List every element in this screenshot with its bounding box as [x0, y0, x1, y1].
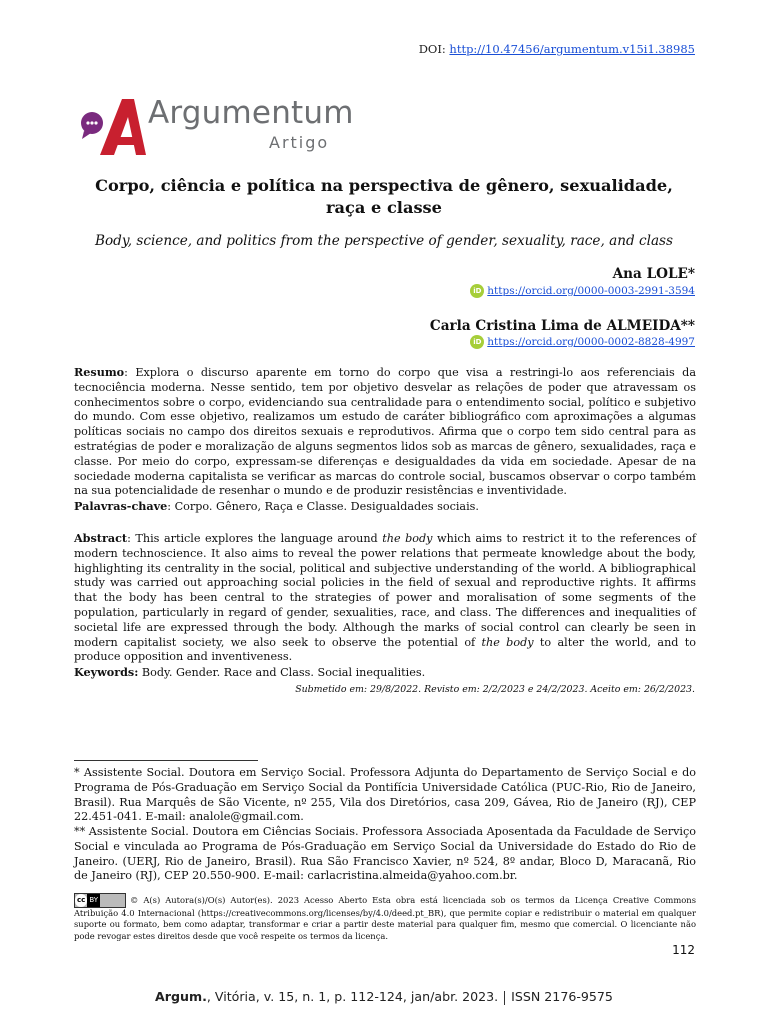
resumo-text: : Explora o discurso aparente em torno do corpo que visa a restringi-lo aos referenciais da tecnociência moderna. Nesse sentido, tem por objetivo desvelar as relações de poder que atravessam os conhecimentos sobre o corpo, evidenciando sua centralidade para o entendimento social, político e subjetivo do mundo. Com esse objetivo, realizamos um estudo de caráter bibliográfico com aproximações a algumas políticas sociais no campo dos direitos sexuais e reprodutivos. Afirma que o corpo tem sido central para as estratégias de poder e moralização de alguns segmentos lidos sob as marcas de gênero, sexualidades, raça e classe. Por meio do corpo, expressam-se diferenças e desigualdades da vida em sociedade. Apesar de na sociedade moderna capitalista se verificar as marcas do controle social, buscamos observar o corpo também na sua potencialidade de resenhar o mundo e de produzir resistências e inventividade. [74, 366, 696, 498]
abstract-block [74, 531, 696, 681]
resumo-block [74, 365, 696, 515]
footnote-1: * Assistente Social. Doutora em Serviço Social. Professora Adjunta do Departamento de Serviço Social e do Programa de Pós-Graduação em Serviço Social da Pontifícia Universidade Católica (PUC-Rio, Rio de Janeiro, Brasil). Rua Marquês de São Vicente, nº 255, Vila dos Diretórios, casa 209, Gávea, Rio de Janeiro (RJ), CEP 22.451-041. E-mail: analole@gmail.com. [74, 766, 696, 824]
journal-logo [78, 93, 378, 163]
argumentum-logo-mark-icon [78, 93, 148, 159]
article-title: Corpo, ciência e política na perspectiva de gênero, sexualidade, raça e classe [95, 176, 673, 217]
orcid-icon: iD [470, 284, 484, 298]
article-subtitle: Body, science, and politics from the perspective of gender, sexuality, race, and class [94, 233, 673, 249]
palavras-chave-label: Palavras-chave [74, 499, 168, 514]
issn: ISSN 2176-9575 [511, 989, 613, 1004]
orcid-link-1[interactable]: https://orcid.org/0000-0003-2991-3594 [487, 285, 695, 297]
abstract-text-1: : This article explores the language around [127, 532, 383, 545]
logo-wordmark: Argumentum [148, 95, 354, 131]
citation-separator [504, 991, 505, 1005]
orcid-link-2[interactable]: https://orcid.org/0000-0002-8828-4997 [487, 336, 695, 348]
keywords-label: Keywords: [74, 665, 139, 680]
author-name-1: Ana LOLE* [612, 266, 695, 282]
author-orcid-1 [470, 284, 695, 298]
license-text: © A(s) Autora(s)/O(s) Autor(es). 2023 Acesso Aberto Esta obra está licenciada sob os termos da Licença Creative Commons Atribuição 4.0 Internacional (https://creativecommons.org/licenses/by/4.0/deed.pt_BR), que permite copiar e redistribuir o material em qualquer suporte ou formato, bem como adaptar, transformar e criar a partir deste material para qualquer fim, mesmo que comercial. O licenciante não pode revogar estes direitos desde que você respeite os termos da licença. [74, 895, 696, 941]
doi-label: DOI: [418, 42, 450, 56]
citation-details: , Vitória, v. 15, n. 1, p. 112-124, jan/abr. 2023. [206, 989, 499, 1004]
resumo-label: Resumo [74, 365, 125, 379]
abstract-text-3: to alter the world, and to produce opposition and inventiveness. [74, 635, 697, 664]
logo-subtitle: Artigo [269, 133, 330, 152]
page-number: 112 [672, 943, 695, 957]
author-orcid-2 [470, 335, 695, 349]
footnote-2: ** Assistente Social. Doutora em Ciências Sociais. Professora Associada Aposentada da Faculdade de Serviço Social e vinculada ao Programa de Pós-Graduação em Serviço Social da Universidade do Estado do Rio de Janeiro. (UERJ, Rio de Janeiro, Brasil). Rua São Francisco Xavier, nº 524, 8º andar, Bloco D, Maracanã, Rio de Janeiro (RJ), CEP 20.550-900. E-mail: carlacristina.almeida@yahoo.com.br. [74, 825, 696, 883]
doi-line [419, 42, 695, 56]
abstract-emphasis-2: the body [481, 635, 534, 649]
palavras-chave-text: : Corpo. Gênero, Raça e Classe. Desigualdades sociais. [167, 500, 479, 514]
abstract-text-2: which aims to restrict it to the references of modern technoscience. It also aims to reveal the power relations that permeate knowledge about the body, highlighting its centrality in the social, political and subjective understanding of the world. A bibliographical study was carried out approaching social policies in the field of sexual and reproductive rights. It affirms that the body has been central to the strategies of power and moralisation of some segments of the population, particularly in regard of gender, sexualities, race, and class. The differences and inequalities of societal life are expressed through the body. Although the marks of social control can clearly be seen in modern capitalist society, we also seek to observe the potential of [74, 532, 696, 649]
doi-link[interactable]: http://10.47456/argumentum.v15i1.38985 [449, 42, 695, 56]
author-name-2: Carla Cristina Lima de ALMEIDA** [429, 318, 695, 334]
orcid-icon: iD [470, 335, 484, 349]
abstract-emphasis-1: the body [382, 532, 433, 545]
journal-abbrev: Argum. [155, 989, 207, 1004]
footnote-divider [74, 760, 258, 761]
citation-footer [0, 989, 768, 1005]
keywords-text: Body. Gender. Race and Class. Social inequalities. [138, 666, 426, 680]
abstract-label: Abstract [74, 531, 128, 545]
license-notice [74, 893, 696, 942]
submission-dates: Submetido em: 29/8/2022. Revisto em: 2/2/2023 e 24/2/2023. Aceito em: 26/2/2023. [295, 684, 695, 695]
cc-by-badge-icon[interactable]: cc BY [74, 893, 126, 908]
